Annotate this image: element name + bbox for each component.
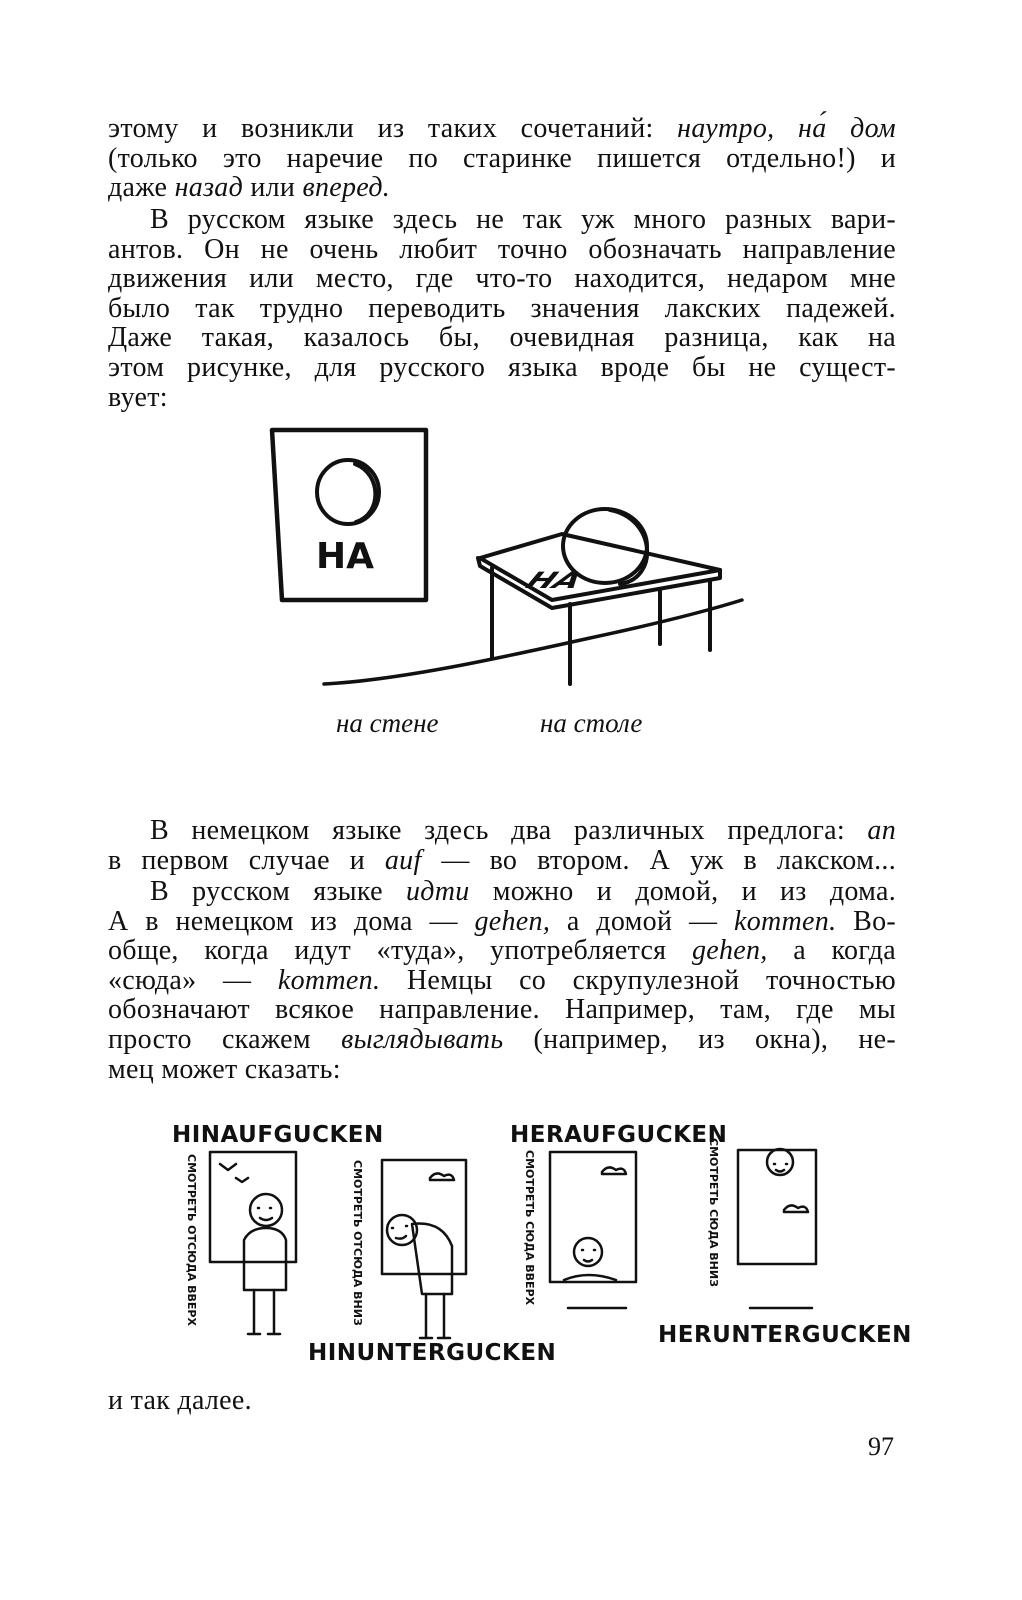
italic-term: auf bbox=[384, 844, 422, 876]
caption-hinuntergucken: HINUNTERGUCKEN bbox=[308, 1340, 557, 1366]
person-face bbox=[582, 1250, 595, 1262]
bird-icon bbox=[220, 1164, 248, 1182]
text-line: было так трудно переводить значения лакских падежей. bbox=[108, 292, 896, 324]
text-line bbox=[108, 173, 896, 203]
text-line: вует: bbox=[108, 381, 168, 413]
italic-term: вперед. bbox=[302, 172, 391, 204]
text-line: В русском языке здесь не так уж много разных вари- bbox=[150, 204, 896, 235]
caption-on-wall: на стене bbox=[336, 708, 439, 738]
text-line: движения или место, где что-то находится, недаром мне bbox=[108, 263, 896, 295]
italic-term: gehen, bbox=[474, 905, 551, 937]
text-span: обще, когда идут «туда», употребляется bbox=[108, 935, 692, 967]
wall-label: НА bbox=[316, 536, 374, 577]
text-line: Даже такая, казалось бы, очевидная разница, как на bbox=[108, 322, 896, 354]
text-span: (например, из окна), не- bbox=[503, 1023, 896, 1055]
vertical-label-up-from-here: СМОТРЕТЬ ОТСЮДА ВВЕРХ bbox=[185, 1154, 198, 1326]
italic-term: наутро, на́ дом bbox=[677, 113, 896, 144]
paragraph-4 bbox=[108, 877, 896, 1084]
caption-hinaufgucken: HINAUFGUCKEN bbox=[172, 1122, 384, 1148]
caption-heraufgucken: HERAUFGUCKEN bbox=[510, 1122, 728, 1148]
italic-term: an bbox=[867, 815, 896, 846]
cloud-icon bbox=[430, 1173, 454, 1180]
paragraph-1 bbox=[108, 114, 896, 203]
italic-term: kommen. bbox=[733, 905, 837, 937]
illustration-looking-verbs bbox=[160, 1112, 912, 1372]
text-span: А в немецком из дома — bbox=[108, 905, 475, 937]
table-label: НА bbox=[517, 568, 591, 594]
italic-term: назад bbox=[174, 172, 244, 204]
text-line: обозначают всякое направление. Например, там, где мы bbox=[108, 994, 896, 1026]
text-line: антов. Он не очень любит точно обозначать направление bbox=[108, 233, 896, 265]
person-face bbox=[774, 1164, 787, 1172]
text-span: — во втором. А уж в лакском... bbox=[421, 844, 896, 876]
vertical-label-up-to-here: СМОТРЕТЬ СЮДА ВВЕРХ bbox=[523, 1150, 536, 1306]
illustration-on-wall-on-table bbox=[260, 418, 760, 698]
vertical-label-down-from-here: СМОТРЕТЬ ОТСЮДА ВНИЗ bbox=[351, 1160, 364, 1326]
text-line bbox=[108, 114, 896, 144]
text-line: этом рисунке, для русского языка вроде бы не сущест- bbox=[108, 351, 896, 383]
person-body bbox=[412, 1223, 452, 1294]
caption-heruntergucken: HERUNTERGUCKEN bbox=[658, 1322, 912, 1348]
vertical-label-down-to-here: СМОТРЕТЬ СЮДА ВНИЗ bbox=[707, 1138, 720, 1287]
text-span: В немецком языке здесь два различных предлога: bbox=[150, 815, 868, 846]
caption-on-table: на столе bbox=[540, 708, 643, 738]
text-span: а когда bbox=[767, 935, 896, 967]
text-span: можно и домой, и из дома. bbox=[469, 876, 896, 907]
text-span: Во- bbox=[836, 905, 896, 937]
italic-term: kommen. bbox=[277, 964, 381, 996]
paragraph-3 bbox=[108, 816, 896, 875]
text-span: в первом случае и bbox=[108, 844, 385, 876]
text-line bbox=[108, 907, 896, 937]
paragraph-2 bbox=[108, 205, 896, 412]
text-span: В русском языке bbox=[150, 876, 406, 907]
text-span: просто скажем bbox=[108, 1023, 342, 1055]
text-line bbox=[108, 846, 896, 876]
text-span: Немцы со скрупулезной точностью bbox=[380, 964, 896, 996]
cloud-icon bbox=[602, 1167, 626, 1174]
text-span: или bbox=[243, 172, 303, 204]
text-line: мец может сказать: bbox=[108, 1053, 341, 1085]
text-line bbox=[108, 1025, 896, 1055]
page-number: 97 bbox=[868, 1432, 894, 1461]
window-frame bbox=[210, 1152, 296, 1262]
text-line bbox=[108, 966, 896, 996]
floor-line bbox=[324, 600, 742, 684]
text-span: этому и возникли из таких сочетаний: bbox=[108, 113, 678, 144]
text-line: (только это наречие по старинке пишется отдельно!) и bbox=[108, 142, 896, 174]
italic-term: идти bbox=[406, 876, 470, 907]
person-legs bbox=[248, 1290, 280, 1334]
italic-term: gehen, bbox=[691, 935, 768, 967]
person-body bbox=[244, 1228, 286, 1290]
window-frame bbox=[550, 1152, 636, 1282]
text-span: «сюда» — bbox=[108, 964, 278, 996]
text-span: даже bbox=[108, 172, 175, 204]
italic-term: выглядывать bbox=[341, 1023, 504, 1055]
person-face bbox=[258, 1208, 272, 1220]
window-sill bbox=[564, 1275, 616, 1280]
text-line bbox=[108, 936, 896, 966]
text-line bbox=[108, 816, 896, 846]
person-face bbox=[392, 1226, 407, 1239]
text-span: а домой — bbox=[550, 905, 734, 937]
closing-line: и так далее. bbox=[108, 1385, 252, 1416]
text-line bbox=[108, 877, 896, 907]
table-top bbox=[480, 534, 720, 600]
person-legs bbox=[420, 1294, 450, 1338]
cloud-icon bbox=[784, 1205, 808, 1212]
